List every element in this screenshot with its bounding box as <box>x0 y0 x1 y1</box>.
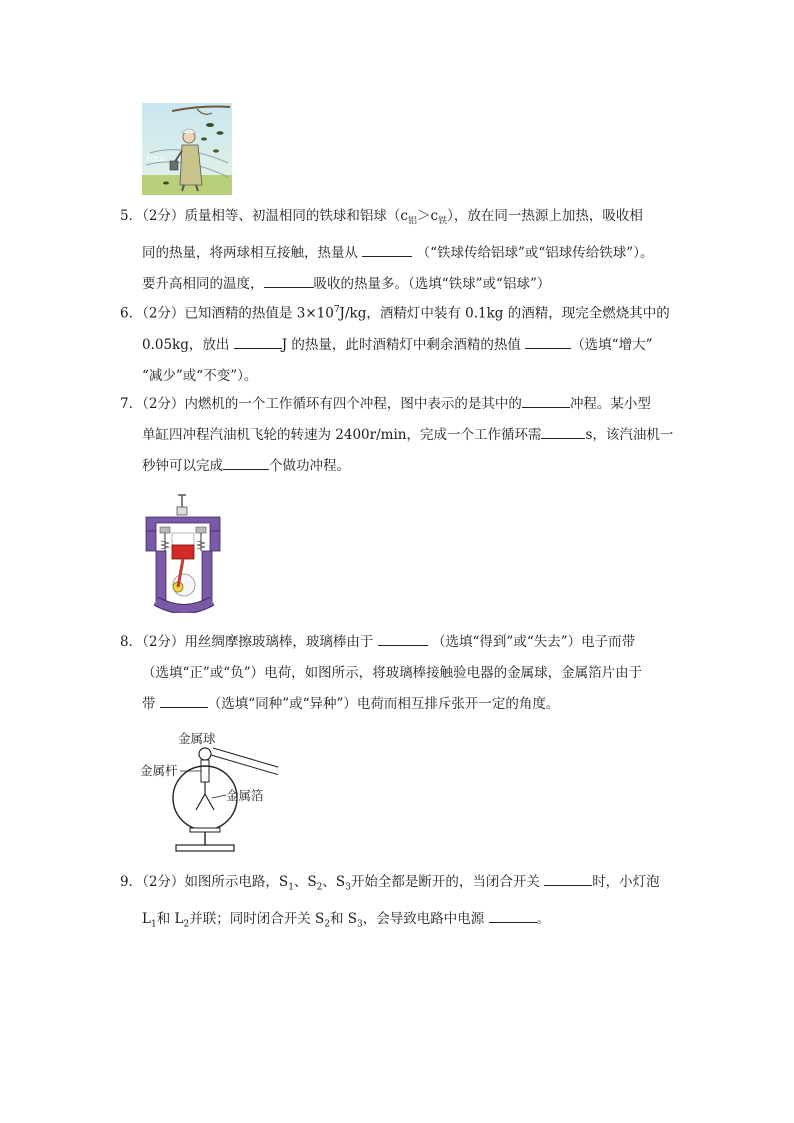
q5-text: ），放在同一热源上加热，吸收相 <box>447 208 643 224</box>
q9-text: 时，小灯泡 <box>592 874 660 890</box>
q9-number: 9．（2分） <box>120 874 185 890</box>
metal-rod-label: 金属杆 <box>140 763 178 778</box>
q9-text: ，会导致电路中电源 <box>362 910 485 927</box>
q6-text: J 的热量，此时酒精灯中剩余酒精的热值 <box>281 336 521 353</box>
q8-line-1 <box>120 627 680 658</box>
metal-foil-label: 金属箔 <box>226 788 264 803</box>
q9-text: 。 <box>536 910 551 927</box>
q6-line-3 <box>120 361 680 392</box>
question-6 <box>120 295 680 392</box>
answer-blank[interactable] <box>160 692 208 708</box>
q7-line-3 <box>120 451 680 482</box>
q7-text: 秒钟可以完成 <box>142 458 223 474</box>
q6-text: 已知酒精的热值是 3×10 <box>184 305 334 322</box>
windy-scene-image <box>142 103 232 195</box>
q8-line-2 <box>120 658 680 689</box>
q8-text: （选填“同种”或“异种”）电荷而相互排斥张开一定的角度。 <box>207 696 560 712</box>
q7-text: 个做功冲程。 <box>269 458 350 474</box>
q9-text: 和 L <box>156 910 184 927</box>
q6-line-1 <box>120 295 680 330</box>
q6-text: “减少”或“不变”）。 <box>142 367 258 384</box>
answer-blank[interactable] <box>525 333 571 349</box>
q5-text: 质量相等、初温相同的铁球和铝球（c <box>184 208 408 224</box>
q7-number: 7．（2分） <box>120 396 185 412</box>
q5-text: 吸收的热量多。（选填“铁球”或“铝球”） <box>313 275 551 292</box>
q9-text: L <box>142 910 151 927</box>
q5-line-2 <box>120 238 680 269</box>
q8-text: （选填“得到”或“失去”）电子而带 <box>432 634 636 650</box>
superscript-7: 7 <box>333 305 340 315</box>
q6-number: 6．（2分） <box>120 305 185 322</box>
q9-text: 、S <box>293 874 317 890</box>
q7-text: 冲程。某小型 <box>569 396 651 412</box>
question-7 <box>120 389 680 482</box>
q7-line-2 <box>120 420 680 451</box>
answer-blank[interactable] <box>489 907 537 923</box>
q9-line-2 <box>120 904 680 941</box>
q6-line-2 <box>120 330 680 361</box>
q9-line-1 <box>120 867 680 904</box>
question-8 <box>120 627 680 720</box>
q8-line-3 <box>120 689 680 720</box>
subscript: 1 <box>150 919 157 930</box>
q9-text: 并联；同时闭合开关 S <box>189 910 325 927</box>
q6-text: J/kg，酒精灯中装有 0.1kg 的酒精，现完全燃烧其中的 <box>339 305 670 322</box>
subscript: 3 <box>357 919 363 930</box>
q9-text: 和 S <box>329 910 358 927</box>
q8-text: 带 <box>142 696 156 712</box>
q5-text: 同的热量，将两球相互接触，热量从 <box>142 244 358 261</box>
answer-blank[interactable] <box>362 241 412 257</box>
answer-blank[interactable] <box>234 333 282 349</box>
q8-text: 用丝绸摩擦玻璃棒，玻璃棒由于 <box>184 634 374 650</box>
q7-text: 单缸四冲程汽油机飞轮的转速为 2400r/min，完成一个工作循环需 <box>142 427 542 443</box>
subscript: 2 <box>316 882 323 893</box>
q9-text: 如图所示电路，S <box>184 874 289 890</box>
subscript: 2 <box>324 919 330 930</box>
answer-blank[interactable] <box>544 870 592 886</box>
q9-text: 、S <box>322 874 346 890</box>
q8-number: 8．（2分） <box>120 634 185 650</box>
subscript-al: 铝 <box>408 216 418 227</box>
answer-blank[interactable] <box>378 630 428 646</box>
answer-blank[interactable] <box>541 423 585 439</box>
q7-line-1 <box>120 389 680 420</box>
question-9 <box>120 867 680 940</box>
q6-text: 0.05kg，放出 <box>142 336 230 353</box>
subscript: 3 <box>345 882 351 893</box>
q7-text: s，该汽油机一 <box>585 427 674 443</box>
q6-text: （选填“增大” <box>571 336 653 353</box>
q5-number: 5．（2分） <box>120 208 185 224</box>
electroscope-diagram <box>138 728 278 856</box>
engine-diagram <box>142 493 226 613</box>
q5-text: 要升高相同的温度， <box>142 275 264 292</box>
q9-text: 开始全都是断开的，当闭合开关 <box>350 874 540 890</box>
q5-text: ＞c <box>417 208 439 224</box>
q8-text: （选填“正”或“负”）电荷，如图所示，将玻璃棒接触验电器的金属球，金属箔片由于 <box>142 665 643 681</box>
answer-blank[interactable] <box>522 392 570 408</box>
q5-text: （“铁球传给铝球”或“铝球传给铁球”）。 <box>416 244 654 261</box>
metal-ball-label: 金属球 <box>178 731 216 746</box>
watermark-text: Free <box>146 154 166 164</box>
subscript: 2 <box>183 919 190 930</box>
subscript-fe: 铁 <box>438 216 448 227</box>
answer-blank[interactable] <box>223 454 269 470</box>
q7-text: 内燃机的一个工作循环有四个冲程，图中表示的是其中的 <box>184 396 522 412</box>
question-5 <box>120 201 680 300</box>
answer-blank[interactable] <box>264 272 314 288</box>
q5-line-1 <box>120 201 680 238</box>
subscript: 1 <box>288 882 294 893</box>
